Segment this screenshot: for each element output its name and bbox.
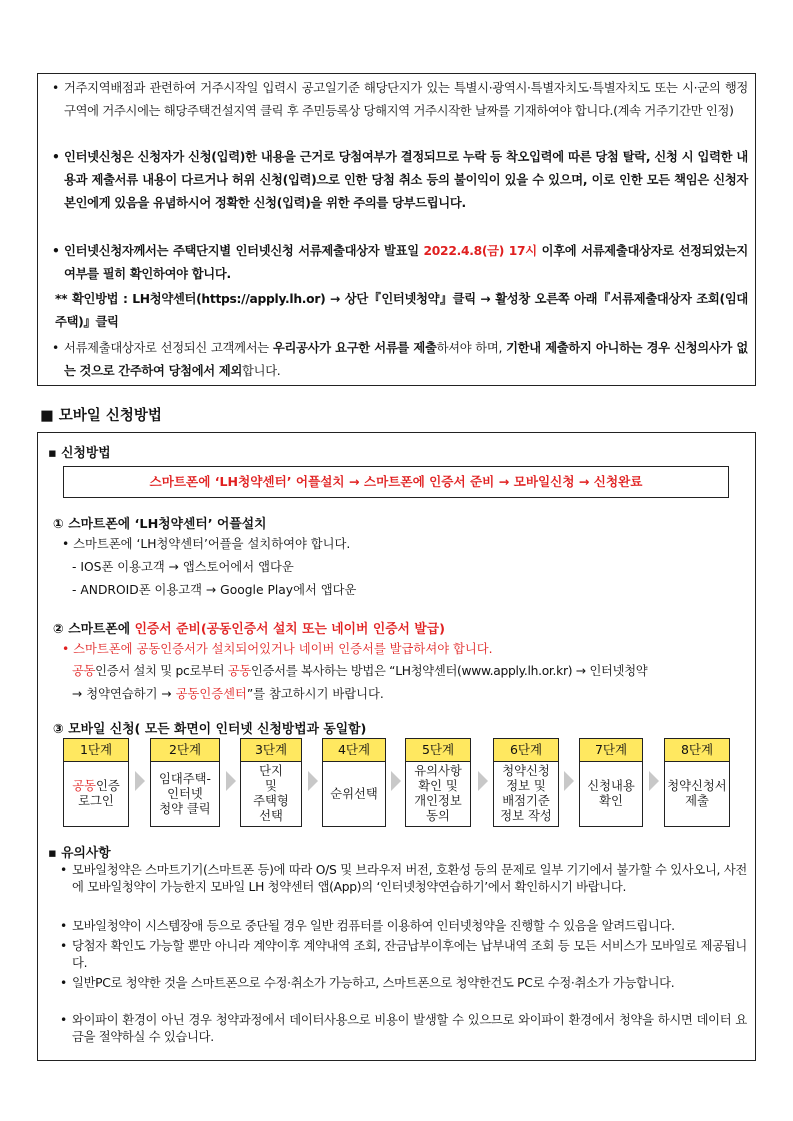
note-5: • 와이파이 환경이 아닌 경우 청약과정에서 데이터사용으로 비용이 발생할 수 있으므로 와이파이 환경에서 청약을 하시면 데이터 요금을 절약하실 수 있습니다. bbox=[60, 1013, 747, 1044]
step-body: 유의사항 확인 및 개인정보 동의 bbox=[405, 762, 471, 827]
step-arrow-icon bbox=[649, 771, 659, 791]
step-head: 8단계 bbox=[664, 738, 730, 762]
note-3: • 당첨자 확인도 가능할 뿐만 아니라 계약이후 계약내역 조회, 잔금납부이후에는 납부내역 조회 등 모든 서비스가 모바일로 제공됩니다. bbox=[60, 939, 747, 970]
step-body: 공동인증 로그인 bbox=[63, 762, 129, 827]
section-title: ■ 모바일 신청방법 bbox=[40, 408, 162, 424]
check-method: ** 확인방법 : LH청약센터(https://apply.lh.or) → 상단『인터넷청약』클릭 → 활성창 오른쪽 아래『서류제출대상자 조회(임대주택)』클릭 bbox=[55, 292, 748, 329]
step-body: 청약신청 정보 및 배점기준 정보 작성 bbox=[493, 762, 559, 827]
step-arrow-icon bbox=[135, 771, 145, 791]
notes-heading: ▪ 유의사항 bbox=[48, 846, 111, 861]
step-head: 7단계 bbox=[579, 738, 643, 762]
notice-document-announcement: • 인터넷신청자께서는 주택단지별 인터넷신청 서류제출대상자 발표일 2022.4.8(금) 17시 이후에 서류제출대상자로 선정되었는지 여부를 필히 확인하여야 합니다. bbox=[52, 244, 748, 281]
step1-line2: - IOS폰 이용고객 → 앱스토어에서 앱다운 bbox=[72, 560, 294, 574]
step-5 bbox=[405, 738, 471, 827]
step-3 bbox=[240, 738, 302, 827]
step-arrow-icon bbox=[308, 771, 318, 791]
flow-summary: 스마트폰에 ‘LH청약센터’ 어플설치 → 스마트폰에 인증서 준비 → 모바일신청 → 신청완료 bbox=[63, 466, 729, 498]
step-arrow-icon bbox=[478, 771, 488, 791]
method-heading: ▪ 신청방법 bbox=[48, 446, 111, 461]
step1-title: ① 스마트폰에 ‘LH청약센터’ 어플설치 bbox=[53, 517, 267, 532]
step-body: 단지 및 주택형 선택 bbox=[240, 762, 302, 827]
announcement-date: 2022.4.8(금) 17시 bbox=[423, 244, 537, 258]
step2-title: ② 스마트폰에 인증서 준비(공동인증서 설치 또는 네이버 인증서 발급) bbox=[53, 622, 445, 637]
step-1 bbox=[63, 738, 129, 827]
step-head: 3단계 bbox=[240, 738, 302, 762]
step1-line3: - ANDROID폰 이용고객 → Google Play에서 앱다운 bbox=[72, 583, 357, 597]
step-arrow-icon bbox=[391, 771, 401, 791]
step-body: 순위선택 bbox=[322, 762, 386, 827]
step-arrow-icon bbox=[226, 771, 236, 791]
step1-line1: • 스마트폰에 ‘LH청약센터’어플을 설치하여야 합니다. bbox=[62, 537, 351, 551]
step-6 bbox=[493, 738, 559, 827]
step-head: 5단계 bbox=[405, 738, 471, 762]
step-7 bbox=[579, 738, 643, 827]
step2-line2: 공동인증서 설치 및 pc로부터 공동인증서를 복사하는 방법은 “LH청약센터(www.apply.lh.or.kr) → 인터넷청약 bbox=[72, 664, 648, 678]
step-body: 청약신청서 제출 bbox=[664, 762, 730, 827]
step2-line3: → 청약연습하기 → 공동인증센터”를 참고하시기 바랍니다. bbox=[72, 687, 384, 701]
step-8 bbox=[664, 738, 730, 827]
step-body: 신청내용 확인 bbox=[579, 762, 643, 827]
notice-internet-application: • 인터넷신청은 신청자가 신청(입력)한 내용을 근거로 당첨여부가 결정되므로 누락 등 착오입력에 따른 당첨 탈락, 신청 시 입력한 내용과 제출서류 내용이 다르거나 허위 신청(입력)으로 인한 당첨 취소 등의 불이익이 있을 수 있으며, 이로 인한 모든 책임은 신청자 본인에게 있음을 유념하시어 정확한 신청(입력)을 위한 주의를 당부드립니다. bbox=[52, 150, 748, 210]
note-2: • 모바일청약이 시스템장애 등으로 중단될 경우 일반 컴퓨터를 이용하여 인터넷청약을 진행할 수 있음을 알려드립니다. bbox=[60, 919, 675, 933]
step-4 bbox=[322, 738, 386, 827]
step-head: 6단계 bbox=[493, 738, 559, 762]
step-2 bbox=[150, 738, 220, 827]
step-head: 4단계 bbox=[322, 738, 386, 762]
step-body: 임대주택- 인터넷 청약 클릭 bbox=[150, 762, 220, 827]
step2-line1: • 스마트폰에 공동인증서가 설치되어있거나 네이버 인증서를 발급하셔야 합니다. bbox=[62, 642, 493, 656]
step3-title: ③ 모바일 신청( 모든 화면이 인터넷 신청방법과 동일함) bbox=[53, 722, 367, 737]
note-1: • 모바일청약은 스마트기기(스마트폰 등)에 따라 O/S 및 브라우저 버전, 호환성 등의 문제로 일부 기기에서 불가할 수 있사오니, 사전에 모바일청약이 가능한지 모바일 LH 청약센터 앱(App)의 ‘인터넷청약연습하기’에서 확인하시기 바랍니다. bbox=[60, 863, 747, 894]
step-arrow-icon bbox=[564, 771, 574, 791]
step-head: 1단계 bbox=[63, 738, 129, 762]
notice-residence: • 거주지역배점과 관련하여 거주시작일 입력시 공고일기준 해당단지가 있는 특별시·광역시·특별자치도·특별자치도 또는 시·군의 행정구역에 거주시에는 해당주택건설지역 클릭 후 주민등록상 당해지역 거주시작한 날짜를 기재하여야 합니다.(계속 거주기간만 인정) bbox=[52, 81, 748, 118]
notice-document-submission: • 서류제출대상자로 선정되신 고객께서는 우리공사가 요구한 서류를 제출하셔야 하며, 기한내 제출하지 아니하는 경우 신청의사가 없는 것으로 간주하여 당첨에서 제외합니다. bbox=[52, 341, 749, 378]
note-4: • 일반PC로 청약한 것을 스마트폰으로 수정·취소가 가능하고, 스마트폰으로 청약한건도 PC로 수정·취소가 가능합니다. bbox=[60, 976, 675, 990]
step-head: 2단계 bbox=[150, 738, 220, 762]
